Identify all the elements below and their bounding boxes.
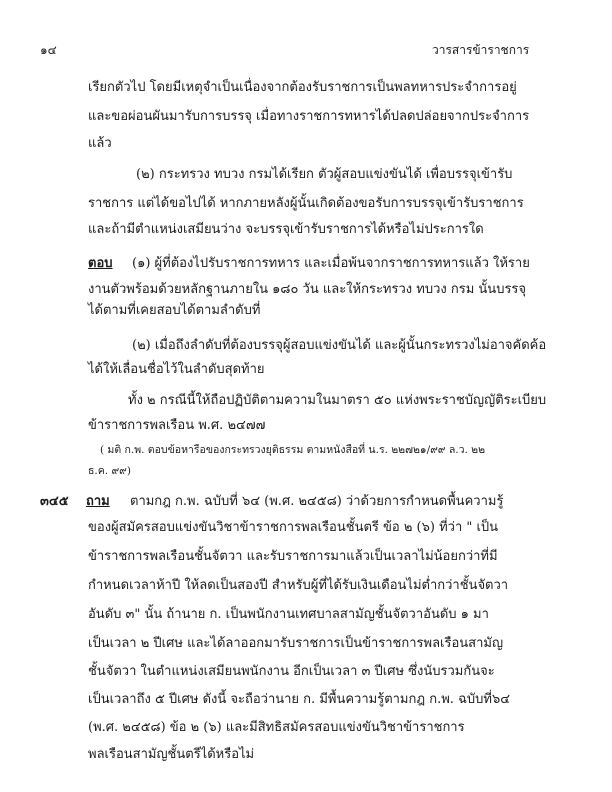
body-line: ข้าราชการพลเรือน พ.ศ. ๒๔๗๗: [88, 418, 266, 433]
body-line: ราชการ แต่ได้ขอไปได้ หากภายหลังผู้นั้นเกิดต้องขอรับการบรรจุเข้ารับราชการ: [88, 196, 524, 211]
body-line: (๑) ผู้ที่ต้องไปรับราชการทหาร และเมื่อพ้นจากราชการทหารแล้ว ให้ราย: [132, 256, 530, 271]
body-line: กำหนดเวลาห้าปี ให้ลดเป็นสองปี สำหรับผู้ที่ได้รับเงินเดือนไม่ต่ำกว่าชั้นจัตวา: [88, 578, 509, 593]
page-number: ๑๔: [40, 43, 57, 57]
body-line: เป็นเวลา ๒ ปีเศษ และได้ลาออกมารับราชการเป็นข้าราชการพลเรือนสามัญ: [88, 636, 504, 651]
body-line: ข้าราชการพลเรือนชั้นจัตวา และรับราชการมาแล้วเป็นเวลาไม่น้อยกว่าที่มี: [88, 549, 498, 564]
answer-label: ตอบ: [88, 256, 113, 271]
body-line: ทั้ง ๒ กรณีนี้ให้ถือปฏิบัติตามความในมาตรา ๕๐ แห่งพระราชบัญญัติระเบียบ: [128, 393, 547, 408]
item-number: ๓๔๕: [40, 494, 69, 509]
body-line: งานตัวพร้อมด้วยหลักฐานภายใน ๑๘๐ วัน และให้กระทรวง ทบวง กรม นั้นบรรจุ: [88, 282, 527, 297]
body-line: เป็นเวลาถึง ๕ ปีเศษ ดังนี้ จะถือว่านาย ก. มีพื้นความรู้ตามกฎ ก.พ. ฉบับที่๖๔: [88, 692, 511, 707]
running-title: วารสารข้าราชการ: [432, 43, 530, 57]
body-line: อันดับ ๓" นั้น ถ้านาย ก. เป็นพนักงานเทศบาลสามัญชั้นจัตวาอันดับ ๑ มา: [88, 607, 489, 622]
body-line: ของผู้สมัครสอบแข่งขันวิชาข้าราชการพลเรือนชั้นตรี ข้อ ๒ (๖) ที่ว่า " เป็น: [88, 520, 499, 535]
body-line: แล้ว: [88, 136, 112, 151]
body-line: เรียกตัวไป โดยมีเหตุจำเป็นเนื่องจากต้องรับราชการเป็นพลทหารประจำการอยู่: [88, 80, 517, 95]
body-line: และถ้ามีตำแหน่งเสมียนว่าง จะบรรจุเข้ารับราชการได้หรือไม่ประการใด: [88, 222, 484, 237]
body-line: และขอผ่อนผันมารับการบรรจุ เมื่อทางราชการทหารได้ปลดปล่อยจากประจำการ: [88, 109, 530, 124]
citation-line: ธ.ค. ๙๙): [88, 465, 131, 477]
body-line: (๒) เมื่อถึงลำดับที่ต้องบรรจุผู้สอบแข่งขันได้ และผู้นั้นกระทรวงไม่อาจคัดค้อ: [132, 338, 547, 353]
question-label: ถาม: [86, 494, 110, 509]
body-line: ชั้นจัตวา ในตำแหน่งเสมียนพนักงาน อีกเป็นเวลา ๓ ปีเศษ ซึ่งนับรวมกันจะ: [88, 664, 495, 679]
citation-line: ( มติ ก.พ. ตอบข้อหารือของกระทรวงยุติธรรม ตามหนังสือที่ น.ร. ๒๒๗๒๑/๙๙ ล.ว. ๒๒: [100, 444, 486, 456]
body-line: ได้ตามที่เคยสอบได้ตามลำดับที่: [88, 303, 261, 318]
body-line: (พ.ศ. ๒๔๕๘) ข้อ ๒ (๖) และมีสิทธิสมัครสอบแข่งขันวิชาข้าราชการ: [88, 720, 465, 735]
body-line: (๒) กระทรวง ทบวง กรมได้เรียก ตัวผู้สอบแข่งขันได้ เพื่อบรรจุเข้ารับ: [136, 167, 513, 182]
body-line: ได้ให้เลื่อนชื่อไว้ในลำดับสุดท้าย: [88, 362, 265, 377]
body-line: พลเรือนสามัญชั้นตรีได้หรือไม่: [88, 747, 255, 762]
body-line: ตามกฎ ก.พ. ฉบับที่ ๖๔ (พ.ศ. ๒๔๕๘) ว่าด้วยการกำหนดพื้นความรู้: [130, 494, 504, 509]
